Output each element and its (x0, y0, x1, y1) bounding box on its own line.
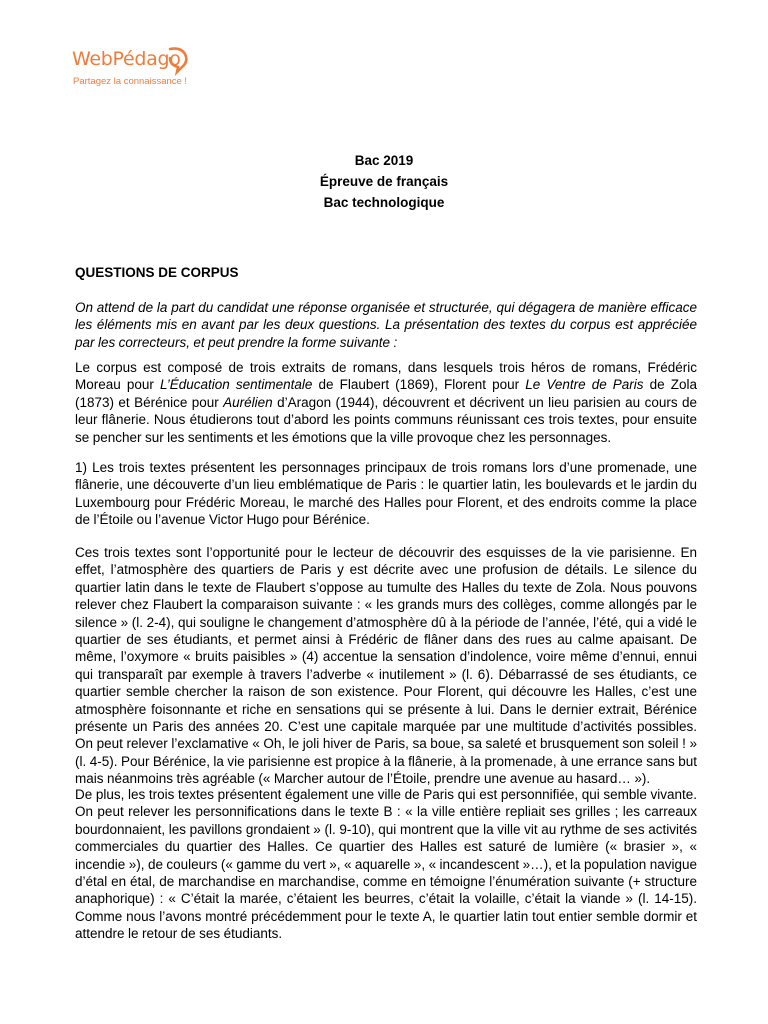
paragraph-promenade: 1) Les trois textes présentent les personnages principaux de trois romans lors d’une promenade, une flânerie, une découverte d’un lieu emblématique de Paris : le quartier latin, les boulevards et le jardin du Luxembourg pour Frédéric Moreau, le marché des Halles pour Florent, et des endroits comme la place de l’Étoile ou l’avenue Victor Hugo pour Bérénice. (75, 460, 697, 528)
title-line-2: Épreuve de français (319, 174, 449, 189)
book-title: L’Éducation sentimentale (159, 377, 313, 393)
book-title: Le Ventre de Paris (525, 377, 644, 393)
book-title: Aurélien (223, 394, 273, 410)
webpedago-logo[interactable] (72, 46, 202, 98)
paragraph-text: de Flaubert (1869), Florent pour (312, 377, 526, 393)
paragraph-corpus-presentation (75, 359, 697, 446)
title-line-1: Bac 2019 (354, 153, 414, 168)
title-line-3: Bac technologique (323, 195, 445, 210)
logo-brand-text: WebPédago (72, 48, 181, 70)
document-title (0, 150, 768, 213)
intro-paragraph: On attend de la part du candidat une réponse organisée et structurée, qui dégagera de manière efficace les éléments mis en avant par les deux questions. La présentation des textes du corpus est appréciée par les correcteurs, et peut prendre la forme suivante : (75, 300, 697, 350)
paragraph-text: Le corpus est composé de trois extraits de romans, dans lesquels trois héros de romans, Frédéric Moreau pour (75, 360, 697, 393)
paragraph-atmosphere: Ces trois textes sont l’opportunité pour le lecteur de découvrir des esquisses de la vie parisienne. En effet, l’atmosphère des quartiers de Paris y est décrite avec une profusion de détails. Le silence du quartier latin dans le texte de Flaubert s’oppose au tumulte des Halles du texte de Zola. Nous pouvons relever chez Flaubert la comparaison suivante : « les grands murs des collèges, comme allongés par le silence » (l. 2-4), qui souligne le changement d’atmosphère dû à la période de l’année, l’été, qui a vidé le quartier de ses étudiants, et permet ainsi à Frédéric de flâner dans des rues au calme apaisant. De même, l’oxymore « bruits paisibles » (4) accentue la sensation d’indolence, voire même d’ennui, ennui qui transparaît par exemple à travers l’adverbe « inutilement » (l. 6). Débarrassé de ses étudiants, ce quartier semble chercher la raison de son existence. Pour Florent, qui découvre les Halles, c’est une atmosphère foisonnante et riche en sensations qui se présente à lui. Dans le dernier extrait, Bérénice présente un Paris des années 20. C’est une capitale marquée par une multitude d’activités possibles. On peut relever l’exclamative « Oh, le joli hiver de Paris, sa boue, sa saleté et brusquement son soleil ! » (l. 4-5). Pour Bérénice, la vie parisienne est propice à la flânerie, à la promenade, à une errance sans but mais néanmoins très agréable (« Marcher autour de l’Étoile, prendre une avenue au hasard… »). (75, 545, 697, 787)
section-heading: QUESTIONS DE CORPUS (75, 265, 239, 280)
paragraph-text: d’Aragon (1944), découvrent et décrivent un lieu parisien au cours de leur flânerie. Nous étudierons tout d’abord les points communs réunissant ces trois textes, pour ensuite se pencher sur les sentiments et les émotions que la ville provoque chez les personnages. (75, 394, 697, 445)
speech-bubble-icon (167, 46, 191, 80)
paragraph-text: de Zola (1873) et Bérénice pour (75, 377, 698, 410)
logo-tagline: Partagez la connaissance ! (73, 76, 188, 87)
paragraph-personification: De plus, les trois textes présentent également une ville de Paris qui est personnifiée, qui semble vivante. On peut relever les personnifications dans le texte B : « la ville entière repliait ses grilles ; les carreaux bourdonnaient, les pavillons grondaient » (l. 9-10), qui montrent que la ville vit au rythme de ses activités commerciales du quartier des Halles. Ce quartier des Halles est saturé de lumière (« brasier », « incendie »), de couleurs (« gamme du vert », « aquarelle », « incandescent »…), et la population navigue d’étal en étal, de marchandise en marchandise, comme en témoigne l’énumération suivante (+ structure anaphorique) : « C’était la marée, c’étaient les beurres, c’était la volaille, c’était la viande » (l. 14-15). Comme nous l’avons montré précédemment pour le texte A, le quartier latin tout entier semble dormir et attendre le retour de ses étudiants. (75, 787, 697, 942)
